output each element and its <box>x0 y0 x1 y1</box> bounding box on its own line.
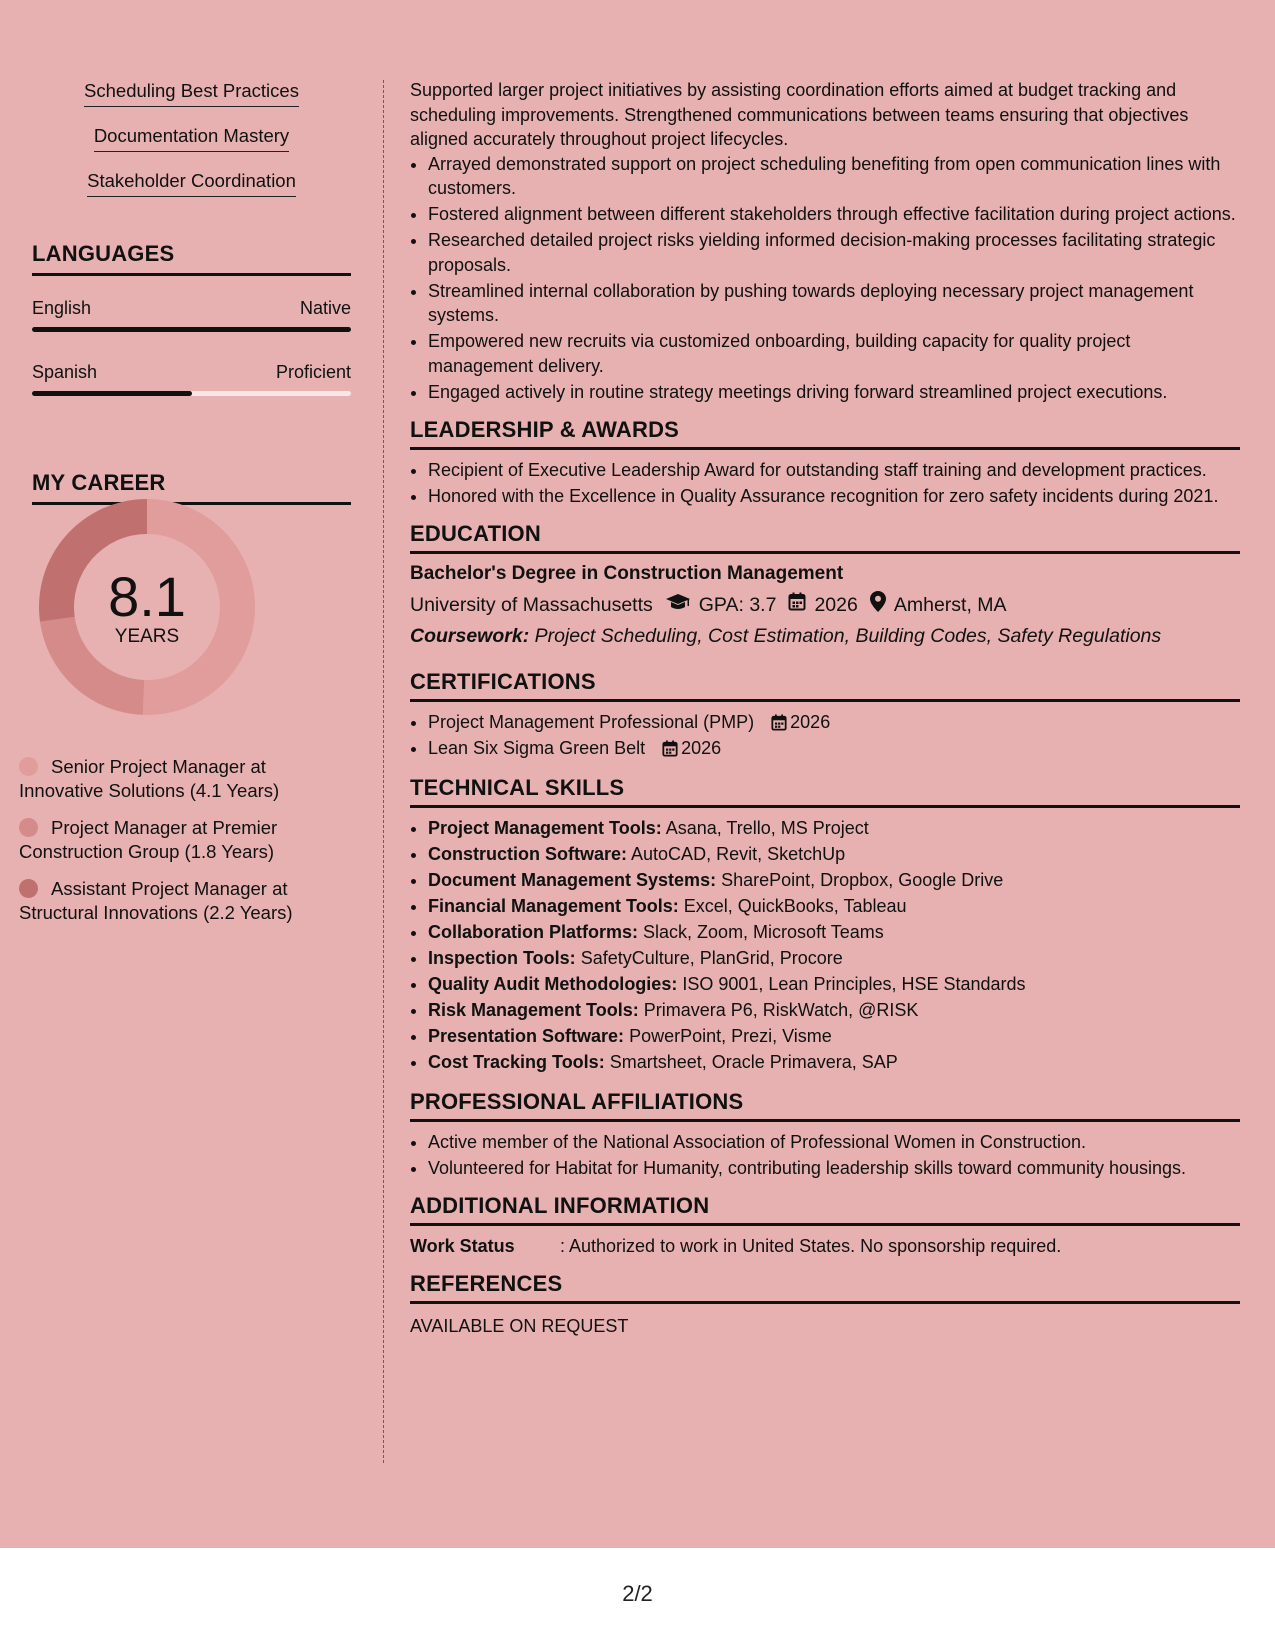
skill-value: Slack, Zoom, Microsoft Teams <box>643 921 884 942</box>
experience-bullet: • Empowered new recruits via customized onboarding, building capacity for quality project management delivery. <box>428 329 1240 378</box>
career-years-label: YEARS <box>114 626 180 647</box>
main-content <box>410 78 1240 1338</box>
work-status <box>410 1234 1240 1259</box>
education-location: Amherst, MA <box>893 593 1007 616</box>
career-legend <box>19 755 304 938</box>
legend-label: Senior Project Manager at Innovative Solutions (4.1 Years) <box>19 756 280 801</box>
languages-heading: LANGUAGES <box>32 241 351 276</box>
page-number: 2/2 <box>622 1581 653 1606</box>
certification-name: Lean Six Sigma Green Belt <box>428 737 646 758</box>
legend-dot <box>19 879 38 898</box>
certifications-list <box>410 710 1240 761</box>
graduation-cap-icon <box>665 593 691 618</box>
calendar-icon <box>771 714 787 731</box>
skill-value: AutoCAD, Revit, SketchUp <box>631 843 846 864</box>
skill-label: Risk Management Tools: <box>428 999 639 1020</box>
coursework-label: Coursework: <box>410 624 530 647</box>
technical-skill-item <box>428 998 1240 1023</box>
experience-summary: Supported larger project initiatives by assisting coordination efforts aimed at budget tracking and scheduling improvements. Strengthened communications between teams ensuring that objectives aligned accurately throughout project lifecycles. <box>410 80 1189 149</box>
technical-skill-item <box>428 894 1240 919</box>
legend-dot <box>19 757 38 776</box>
references-heading: REFERENCES <box>410 1272 1240 1304</box>
skill-link[interactable]: Documentation Mastery <box>94 125 289 152</box>
skill-link[interactable]: Stakeholder Coordination <box>87 170 296 197</box>
certification-year: 2026 <box>681 737 722 758</box>
experience-bullet: • Streamlined internal collaboration by pushing towards deploying necessary project management systems. <box>428 279 1240 328</box>
experience-bullet: • Arrayed demonstrated support on project scheduling benefiting from open communication lines with customers. <box>428 152 1240 201</box>
language-name: English <box>32 298 92 318</box>
legend-label: Assistant Project Manager at Structural Innovations (2.2 Years) <box>19 878 293 923</box>
skill-label: Inspection Tools: <box>428 947 576 968</box>
language-item <box>32 298 351 332</box>
skill-value: PowerPoint, Prezi, Visme <box>629 1025 832 1046</box>
legend-label: Project Manager at Premier Construction Group (1.8 Years) <box>19 817 278 862</box>
career-legend-item <box>19 755 304 803</box>
education-gpa: GPA: 3.7 <box>698 593 777 616</box>
leadership-item: • Recipient of Executive Leadership Award for outstanding staff training and development practices. <box>428 458 1240 483</box>
education-degree: Bachelor's Degree in Construction Management <box>410 562 844 584</box>
leadership-item: • Honored with the Excellence in Quality Assurance recognition for zero safety incidents during 2021. <box>428 484 1240 509</box>
experience-bullet: • Researched detailed project risks yielding informed decision-making processes facilitating strategic proposals. <box>428 228 1240 277</box>
technical-skill-item <box>428 946 1240 971</box>
technical-skill-item <box>428 816 1240 841</box>
language-item <box>32 362 351 396</box>
technical-skill-item <box>428 1024 1240 1049</box>
skill-label: Document Management Systems: <box>428 869 717 890</box>
language-bar <box>32 391 351 396</box>
technical-skill-item <box>428 1050 1240 1075</box>
language-bar-fill <box>32 391 192 396</box>
calendar-icon <box>662 740 678 757</box>
education-coursework <box>410 624 1240 649</box>
experience-bullet: • Engaged actively in routine strategy meetings driving forward streamlined project executions. <box>428 380 1240 405</box>
coursework-text: Project Scheduling, Cost Estimation, Building Codes, Safety Regulations <box>534 624 1162 647</box>
affiliations-heading: PROFESSIONAL AFFILIATIONS <box>410 1090 1240 1122</box>
column-divider <box>383 80 384 1463</box>
work-status-label: Work Status <box>410 1235 515 1256</box>
leadership-list <box>410 458 1240 509</box>
skill-label: Cost Tracking Tools: <box>428 1051 605 1072</box>
skill-value: Smartsheet, Oracle Primavera, SAP <box>609 1051 898 1072</box>
additional-info-heading: ADDITIONAL INFORMATION <box>410 1194 1240 1226</box>
certification-item <box>428 710 1240 735</box>
certification-item <box>428 736 1240 761</box>
skill-value: SharePoint, Dropbox, Google Drive <box>721 869 1004 890</box>
career-donut-chart <box>34 494 260 720</box>
page-footer <box>0 1548 1275 1650</box>
education-heading: EDUCATION <box>410 522 1240 554</box>
certifications-heading: CERTIFICATIONS <box>410 670 1240 702</box>
certification-year: 2026 <box>790 711 831 732</box>
skill-label: Quality Audit Methodologies: <box>428 973 678 994</box>
skill-label: Collaboration Platforms: <box>428 921 639 942</box>
technical-skills-list <box>410 816 1240 1075</box>
map-pin-icon <box>870 591 886 619</box>
skill-value: Excel, QuickBooks, Tableau <box>683 895 907 916</box>
skill-value: ISO 9001, Lean Principles, HSE Standards <box>682 973 1026 994</box>
career-total-years: 8.1 <box>108 565 186 628</box>
skill-value: Primavera P6, RiskWatch, @RISK <box>643 999 919 1020</box>
education-school: University of Massachusetts <box>410 593 653 616</box>
affiliation-item: • Volunteered for Habitat for Humanity, contributing leadership skills toward community housings. <box>428 1156 1240 1181</box>
leadership-heading: LEADERSHIP & AWARDS <box>410 418 1240 450</box>
career-heading: MY CAREER <box>32 470 351 505</box>
language-bar <box>32 327 351 332</box>
skill-link[interactable]: Scheduling Best Practices <box>84 80 299 107</box>
language-name: Spanish <box>32 362 98 382</box>
references-text: AVAILABLE ON REQUEST <box>410 1315 629 1336</box>
language-bar-fill <box>32 327 351 332</box>
legend-dot <box>19 818 38 837</box>
career-legend-item <box>19 877 304 925</box>
skill-label: Construction Software: <box>428 843 628 864</box>
education-year: 2026 <box>814 593 858 616</box>
certification-name: Project Management Professional (PMP) <box>428 711 755 732</box>
technical-skills-heading: TECHNICAL SKILLS <box>410 776 1240 808</box>
affiliation-item: • Active member of the National Association of Professional Women in Construction. <box>428 1130 1240 1155</box>
skill-links <box>32 80 351 215</box>
experience-bullets <box>410 152 1240 405</box>
work-status-value: : Authorized to work in United States. No sponsorship required. <box>560 1235 1062 1256</box>
technical-skill-item <box>428 842 1240 867</box>
technical-skill-item <box>428 920 1240 945</box>
skill-value: Asana, Trello, MS Project <box>665 817 869 838</box>
calendar-icon <box>788 592 806 618</box>
language-level: Proficient <box>275 362 351 382</box>
technical-skill-item <box>428 868 1240 893</box>
experience-bullet: • Fostered alignment between different stakeholders through effective facilitation during project actions. <box>428 202 1240 227</box>
education-details <box>410 591 1240 619</box>
skill-label: Project Management Tools: <box>428 817 662 838</box>
language-level: Native <box>299 298 351 318</box>
sidebar <box>32 80 351 505</box>
skill-label: Presentation Software: <box>428 1025 625 1046</box>
career-legend-item <box>19 816 304 864</box>
skill-value: SafetyCulture, PlanGrid, Procore <box>580 947 843 968</box>
skill-label: Financial Management Tools: <box>428 895 679 916</box>
technical-skill-item <box>428 972 1240 997</box>
affiliations-list <box>410 1130 1240 1181</box>
